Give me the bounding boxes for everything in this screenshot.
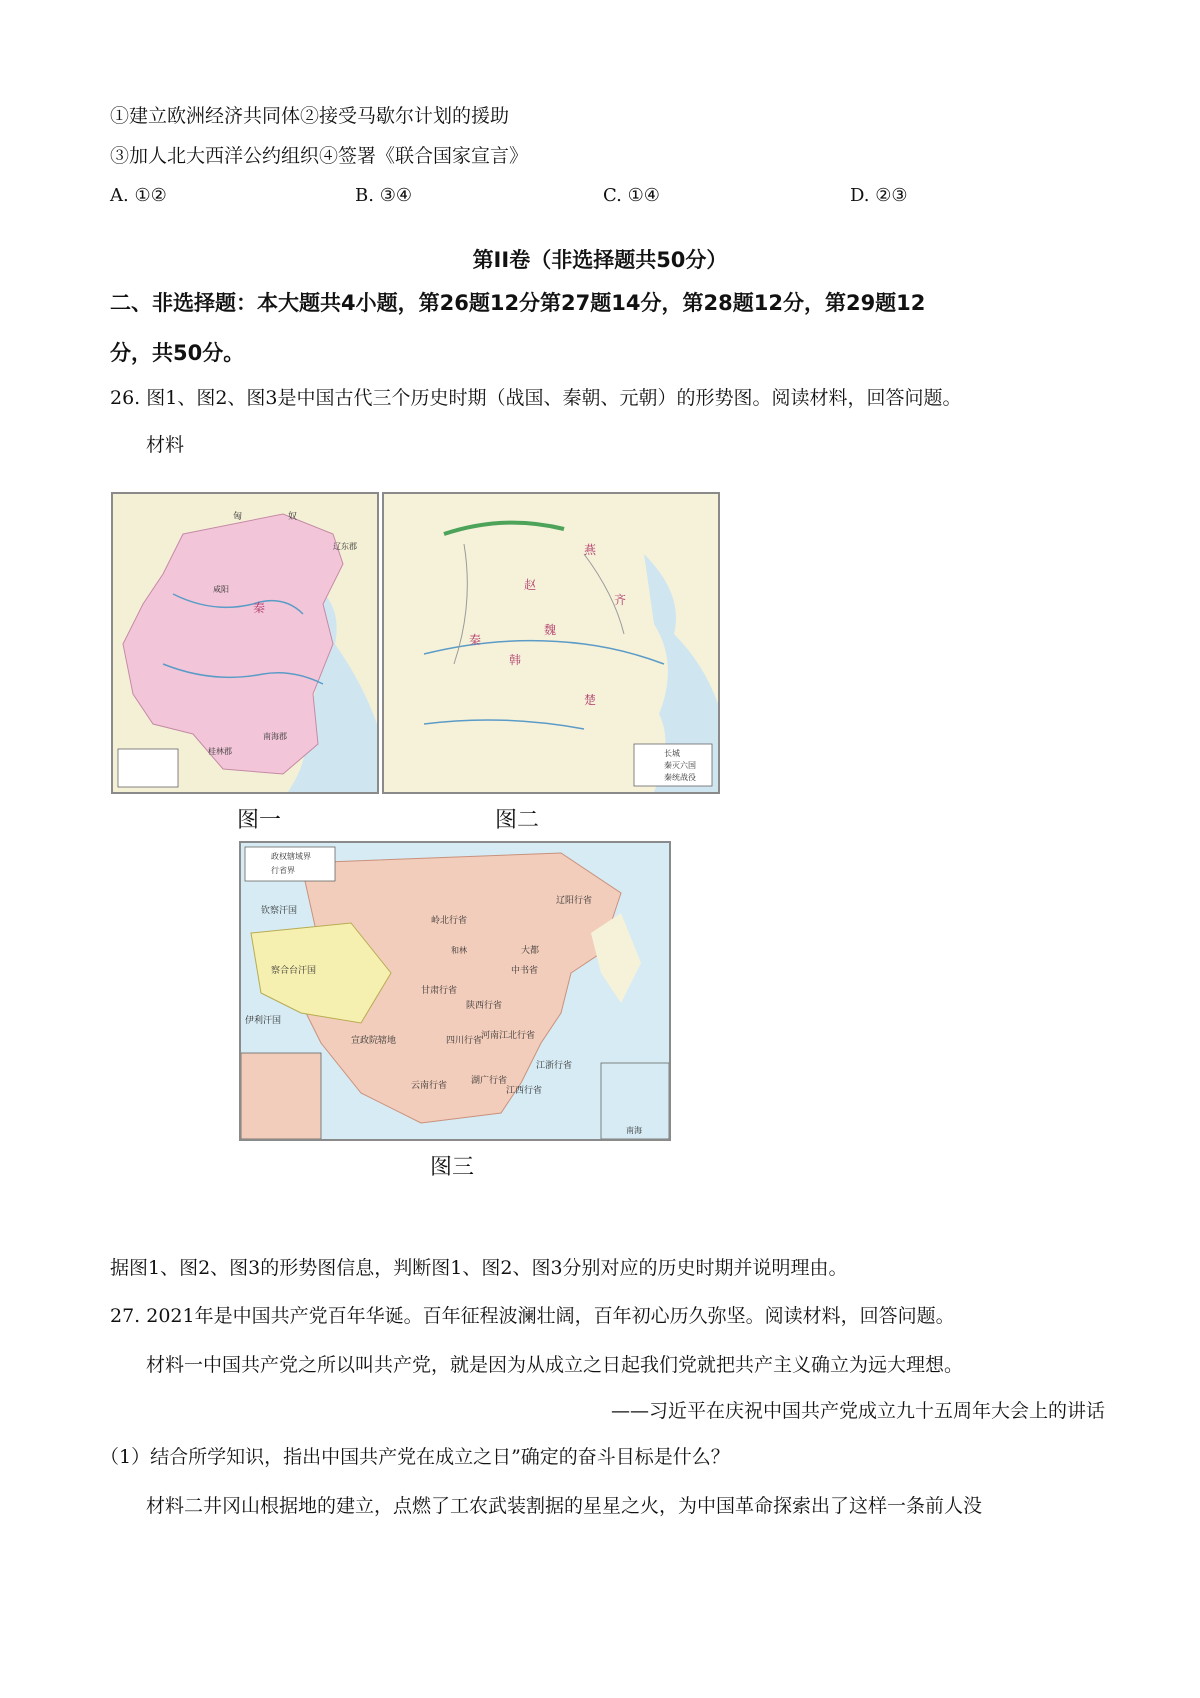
choice-statements-line-1: ①建立欧洲经济共同体②接受马歇尔计划的援助 — [110, 105, 510, 127]
q27-material-1: 材料一中国共产党之所以叫共产党，就是因为从成立之日起我们党就把共产主义确立为远大理想。 — [146, 1354, 964, 1376]
map2-legend-great-wall: 长城 — [664, 749, 680, 758]
map3-label-henan-jiangbei: 河南江北行省 — [481, 1031, 536, 1041]
map2-label-wei: 魏 — [544, 623, 557, 637]
map-figure-2 — [382, 492, 720, 794]
map1-label-xiongnu-2: 奴 — [288, 512, 298, 522]
map2-label-yan: 燕 — [584, 543, 597, 557]
map1-label-qin: 秦 — [253, 601, 266, 615]
option-c: C. ①④ — [603, 185, 660, 206]
map3-label-yunnan: 云南行省 — [411, 1081, 448, 1091]
map2-label-zhao: 赵 — [524, 578, 537, 592]
map1-label-xianyang: 咸阳 — [213, 585, 229, 594]
q27-stem: 27. 2021年是中国共产党百年华诞。百年征程波澜壮阔，百年初心历久弥坚。阅读材料，回答问题。 — [110, 1305, 955, 1327]
map3-label-chagatai: 察合台汗国 — [271, 966, 317, 976]
map3-label-nanhai: 南海 — [626, 1126, 642, 1135]
q26-stem: 26. 图1、图2、图3是中国古代三个历史时期（战国、秦朝、元朝）的形势图。阅读材料，回答问题。 — [110, 387, 962, 409]
option-b: B. ③④ — [355, 185, 412, 206]
map2-label-qin: 秦 — [469, 633, 482, 647]
caption-figure-1: 图一 — [237, 808, 282, 833]
map1-label-xiongnu-1: 匈 — [233, 512, 243, 522]
map3-label-shaanxi: 陕西行省 — [466, 1001, 503, 1011]
option-d: D. ②③ — [850, 185, 908, 206]
map-figure-3 — [239, 841, 671, 1141]
map1-label-liaodong: 辽东郡 — [333, 542, 357, 551]
map3-label-gansu: 甘肃行省 — [421, 986, 458, 996]
section-title: 第II卷（非选择题共50分） — [472, 248, 728, 272]
map3-label-jiangxi: 江西行省 — [506, 1086, 543, 1096]
map2-label-chu: 楚 — [584, 693, 597, 707]
map3-legend-boundary: 政权辖域界 — [271, 852, 311, 861]
section-heading-line-1: 二、非选择题：本大题共4小题，第26题12分第27题14分，第28题12分，第29题12 — [110, 291, 926, 315]
map3-label-huguang: 湖广行省 — [471, 1076, 508, 1086]
map1-label-nanhai: 南海郡 — [263, 732, 287, 741]
map3-label-zhongshu: 中书省 — [511, 966, 539, 976]
section-heading-line-2: 分，共50分。 — [110, 341, 245, 365]
q27-source-1: ——习近平在庆祝中国共产党成立九十五周年大会上的讲话 — [610, 1400, 1105, 1422]
map1-label-guilin: 桂林郡 — [208, 747, 232, 756]
map3-label-sichuan: 四川行省 — [446, 1036, 483, 1046]
caption-figure-3: 图三 — [430, 1155, 475, 1180]
choice-statements-line-2: ③加人北大西洋公约组织④签署《联合国家宣言》 — [110, 145, 529, 167]
map3-label-lingbei: 岭北行省 — [431, 916, 468, 926]
map2-label-qi: 齐 — [614, 593, 627, 607]
map2-label-han: 韩 — [509, 653, 522, 667]
q27-material-2: 材料二井冈山根据地的建立，点燃了工农武装割据的星星之火，为中国革命探索出了这样一条前人没 — [146, 1495, 983, 1517]
map3-legend-province: 行省界 — [271, 866, 295, 875]
map3-label-helin: 和林 — [451, 946, 467, 955]
caption-figure-2: 图二 — [495, 808, 540, 833]
map3-label-dadu: 大都 — [521, 946, 540, 956]
map3-label-ilkhanate: 伊利汗国 — [245, 1016, 282, 1026]
map3-label-qincha: 钦察汗国 — [261, 906, 298, 916]
map-figure-1 — [111, 492, 379, 794]
q26-material-label: 材料 — [146, 434, 185, 456]
option-a: A. ①② — [110, 185, 167, 206]
map2-legend-qin-conquest: 秦灭六国 — [664, 761, 696, 770]
map3-label-xuanzheng: 宣政院辖地 — [351, 1036, 397, 1046]
q26-question: 据图1、图2、图3的形势图信息，判断图1、图2、图3分别对应的历史时期并说明理由。 — [110, 1257, 848, 1279]
map3-label-liaoyang: 辽阳行省 — [556, 896, 593, 906]
q27-subquestion-1: （1）结合所学知识，指出中国共产党在成立之日”确定的奋斗目标是什么？ — [100, 1446, 730, 1468]
map2-legend-battles: 秦统战役 — [664, 773, 696, 782]
map3-label-jiangzhe: 江浙行省 — [536, 1061, 573, 1071]
